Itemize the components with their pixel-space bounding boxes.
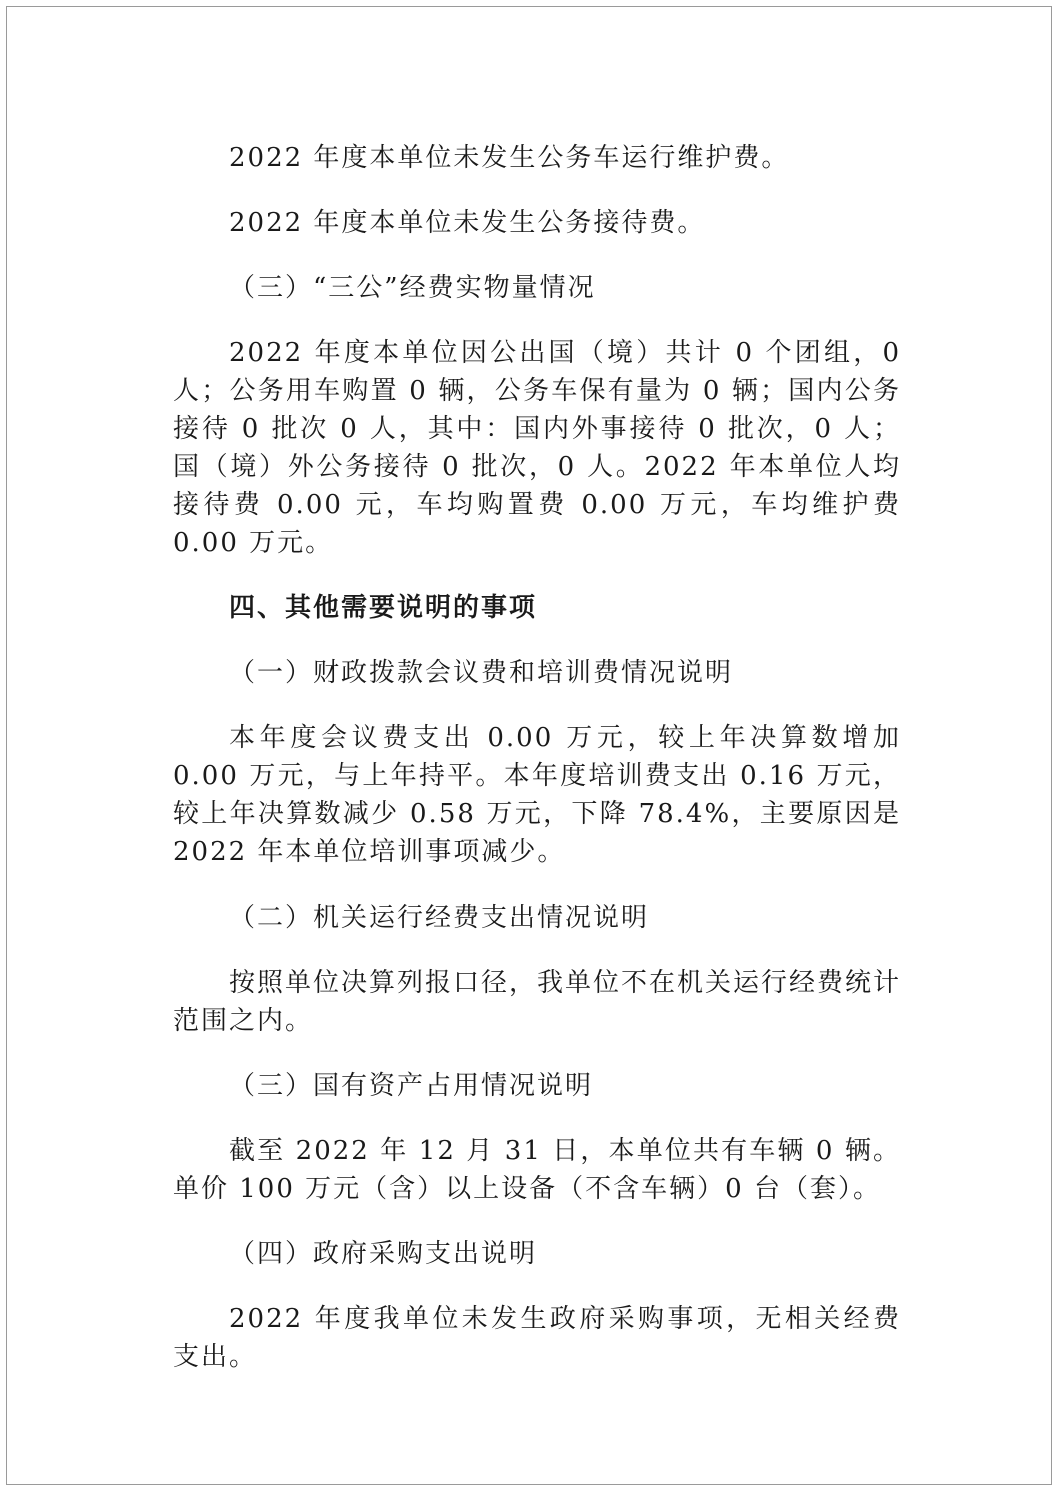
- section-heading-other-matters: 四、其他需要说明的事项: [229, 593, 538, 623]
- paragraph-government-procurement: 2022 年度我单位未发生政府采购事项，无相关经费支出。: [173, 1304, 901, 1372]
- paragraph-three-public-quantity: 2022 年度本单位因公出国（境）共计 0 个团组，0 人；公务用车购置 0 辆，公务车保有量为 0 辆；国内公务接待 0 批次 0 人，其中：国内外事接待 0 批次，0 人；国（境）外公务接待 0 批次，0 人。2022 年本单位人均接待费 0.00 元，车均购置费 0.00 万元，车均维护费 0.00 万元。: [173, 338, 901, 558]
- paragraph-operating-expenses: 按照单位决算列报口径，我单位不在机关运行经费统计范围之内。: [173, 968, 902, 1036]
- paragraph-state-assets: 截至 2022 年 12 月 31 日，本单位共有车辆 0 辆。单价 100 万元（含）以上设备（不含车辆）0 台（套）。: [173, 1136, 901, 1204]
- subheading-three-public-quantity: （三）“三公”经费实物量情况: [229, 273, 596, 303]
- subheading-state-assets: （三）国有资产占用情况说明: [229, 1071, 594, 1101]
- paragraph-meeting-training: 本年度会议费支出 0.00 万元，较上年决算数增加 0.00 万元，与上年持平。本年度培训费支出 0.16 万元，较上年决算数减少 0.58 万元，下降 78.4%，主要原因是 2022 年本单位培训事项减少。: [173, 723, 901, 867]
- subheading-government-procurement: （四）政府采购支出说明: [229, 1239, 538, 1269]
- paragraph-reception-fee: 2022 年度本单位未发生公务接待费。: [229, 208, 706, 238]
- subheading-meeting-training: （一）财政拨款会议费和培训费情况说明: [229, 658, 734, 688]
- paragraph-vehicle-maintenance: 2022 年度本单位未发生公务车运行维护费。: [229, 143, 790, 173]
- document-page: [6, 6, 1052, 1485]
- document-body: [173, 139, 901, 1376]
- subheading-operating-expenses: （二）机关运行经费支出情况说明: [229, 903, 650, 933]
